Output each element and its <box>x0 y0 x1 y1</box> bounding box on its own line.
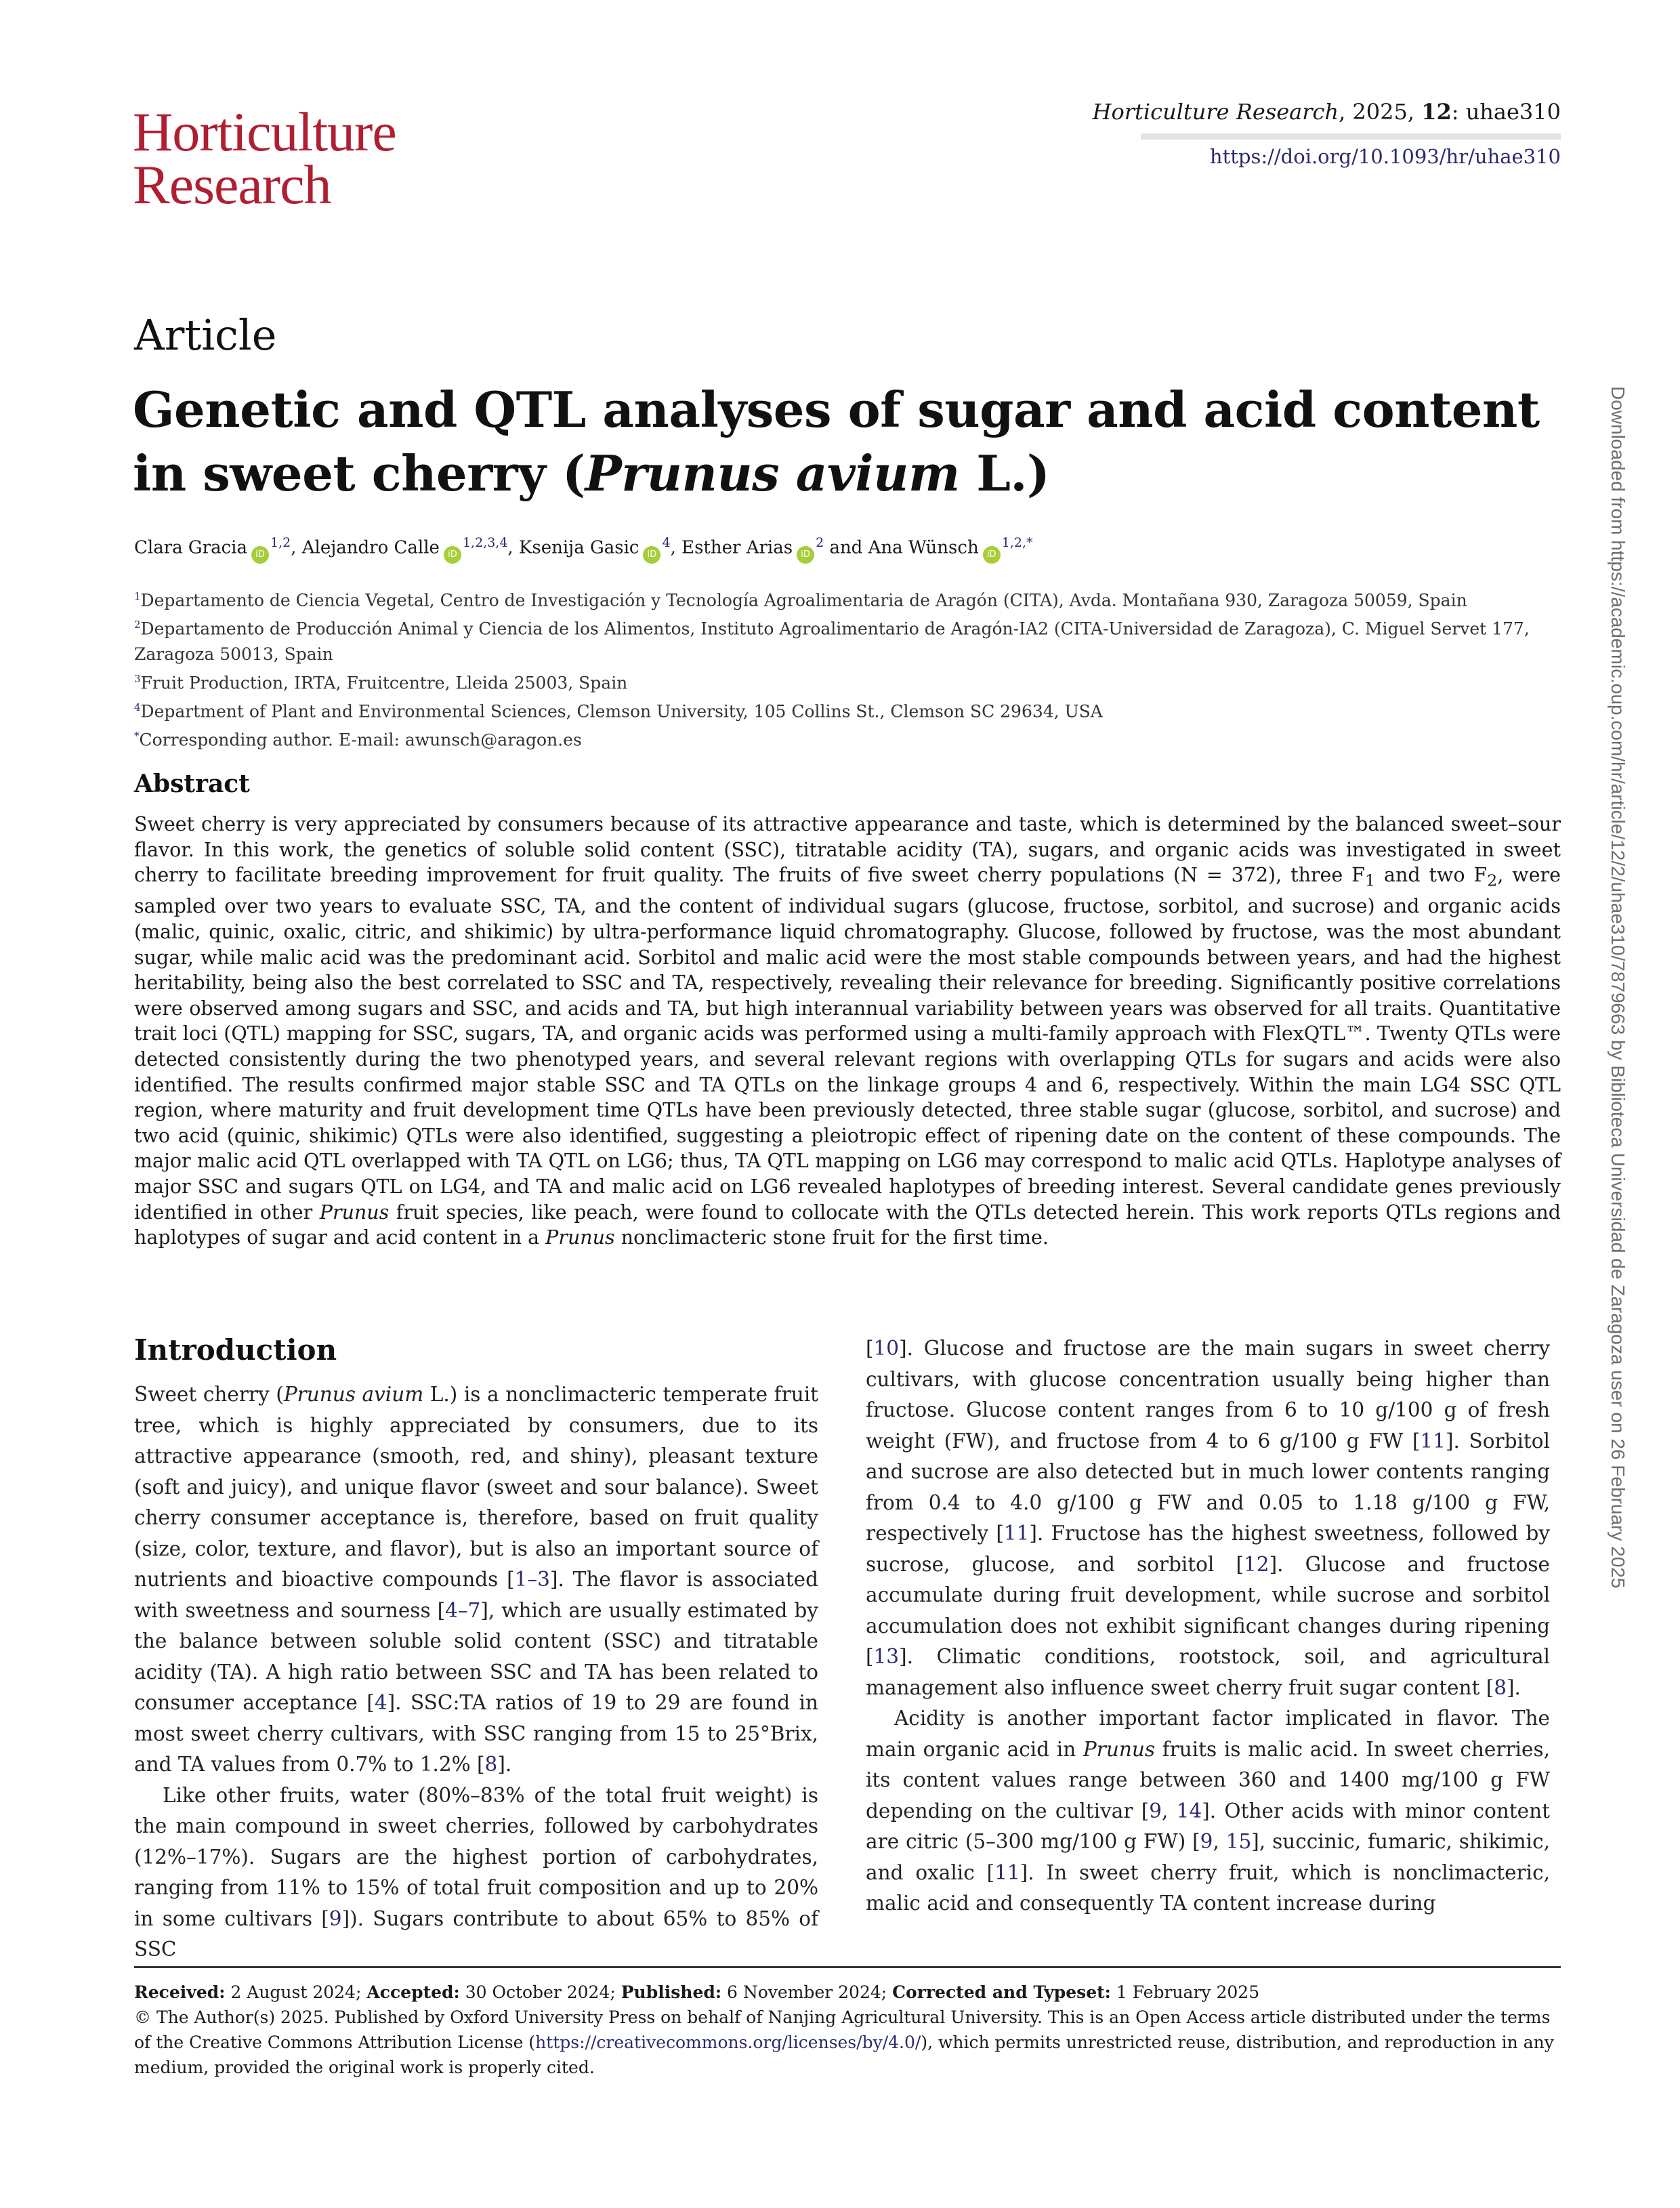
citation-link[interactable]: 11 <box>994 1860 1020 1884</box>
citation-link[interactable]: 4 <box>374 1691 387 1714</box>
introduction-heading: Introduction <box>134 1333 337 1367</box>
species-name: Prunus <box>1083 1737 1155 1761</box>
genus-name: Prunus <box>319 1201 390 1224</box>
received-date: 2 August 2024; <box>230 1982 362 2002</box>
abstract-text: fruit species, like peach, were found to collocate with the QTLs detected herein. This work reports QTLs regions and haplotypes of sugar and acid content in a <box>134 1201 1561 1249</box>
genus-name: Prunus <box>545 1226 615 1249</box>
affiliation-item <box>134 584 1563 612</box>
affiliation-item <box>134 612 1563 666</box>
species-name: Prunus avium <box>283 1383 424 1406</box>
orcid-icon[interactable]: iD <box>251 546 269 564</box>
journal-citation: Horticulture Research, 2025, 12: uhae310 <box>1092 99 1561 125</box>
citation-link[interactable]: 1–3 <box>514 1568 550 1591</box>
paragraph: Like other fruits, water (80%–83% of the total fruit weight) is the main compound in sweet cherries, followed by carbohydrates (12%–17%). Sugars are the highest portion of carbohydrates, ranging from 11% to 15% of total fruit composition and up to 20% in some cultivars [9]). Sugars contribute to about 65% to 85% of SSC <box>134 1783 818 1961</box>
logo-line-1: Horticulture <box>133 101 396 163</box>
author-conjunction: and <box>829 537 863 558</box>
doi-link[interactable]: https://doi.org/10.1093/hr/uhae310 <box>1209 145 1561 168</box>
author-affiliation-marks: 4 <box>662 535 671 550</box>
author-affiliation-marks: 1,2,* <box>1001 535 1033 550</box>
footer-rule <box>134 1966 1561 1968</box>
affiliation-mark: 4 <box>134 701 141 713</box>
citation-link[interactable]: 9 <box>1149 1799 1162 1822</box>
received-label: Received: <box>134 1982 226 2002</box>
corrected-label: Corrected and Typeset: <box>892 1982 1111 2002</box>
article-title <box>133 378 1569 505</box>
download-note-text: Downloaded from https://academic.oup.com/hr/article/12/2/uhae310/7879663 by Biblioteca Universidad de Zaragoza user on 26 February 2025 <box>1608 386 1629 1589</box>
published-label: Published: <box>621 1982 722 2002</box>
abstract-text: nonclimacteric stone fruit for the first time. <box>614 1226 1049 1249</box>
orcid-icon[interactable]: iD <box>797 546 814 564</box>
author-affiliation-marks: 1,2,3,4 <box>462 535 508 550</box>
license-link[interactable]: https://creativecommons.org/licenses/by/4.0/ <box>535 2033 921 2052</box>
affiliation-item <box>134 695 1563 724</box>
author-list: Clara Gracia iD$^{1,2}$, Alejandro Calle iD$^{1,2,3,4}$, Ksenija Gasic iD$^4$, Esther Arias iD$^2$ and Ana Wünsch iD$^{1,2,*}$ <box>134 535 1032 564</box>
affiliation-mark: 1 <box>134 590 141 602</box>
subscript: 2 <box>1487 871 1498 890</box>
accepted-label: Accepted: <box>366 1982 460 2002</box>
license-text: © The Author(s) 2025. Published by Oxford University Press on behalf of Nanjing Agricultural University. This is an Open Access article distributed under the terms of the Creative Commons Attribution License ( <box>134 2007 1551 2052</box>
title-text-end: L.) <box>959 444 1050 502</box>
author-name[interactable]: Ana Wünsch <box>868 537 979 558</box>
right-column <box>866 1333 1550 1919</box>
author-name[interactable]: Esther Arias <box>681 537 793 558</box>
abstract-heading: Abstract <box>134 770 250 798</box>
orcid-icon[interactable]: iD <box>983 546 1001 564</box>
published-date: 6 November 2024; <box>727 1982 887 2002</box>
orcid-icon[interactable]: iD <box>643 546 660 564</box>
affiliation-text: Departamento de Ciencia Vegetal, Centro de Investigación y Tecnología Agroalimentaria de Aragón (CITA), Avda. Montañana 930, Zaragoza 50059, Spain <box>140 590 1467 610</box>
abstract-text: Sweet cherry is very appreciated by consumers because of its attractive appearance and taste, which is determined by the balanced sweet–sour flavor. In this work, the genetics of soluble solid content (SSC), titratable acidity (TA), sugars, and organic acids was investigated in sweet cherry to facilitate breeding improvement for fruit quality. The fruits of five sweet cherry populations (N = 372), three F <box>134 813 1561 887</box>
affiliation-mark: 3 <box>134 672 141 685</box>
accepted-date: 30 October 2024; <box>465 1982 616 2002</box>
citation-link[interactable]: 11 <box>1420 1429 1446 1453</box>
abstract-text: , were sampled over two years to evaluate SSC, TA, and the content of individual sugars (glucose, fructose, sorbitol, and sucrose) and organic acids (malic, quinic, oxalic, citric, and shikimic) by ultra-performance liquid chromatography. Glucose, followed by fructose, was the most abundant sugar, while malic acid was the predominant acid. Sorbitol and malic acid were the most stable compounds between years, and had the highest heritability, being also the best correlated to SSC and TA, respectively, revealing their relevance for breeding. Significantly positive correlations were observed among sugars and SSC, and acids and TA, but high interannual variability between years was observed for all traits. Quantitative trait loci (QTL) mapping for SSC, sugars, TA, and organic acids was performed using a multi-family approach with FlexQTL™. Twenty QTLs were detected consistently during the two phenotyped years, and several relevant regions with overlapping QTLs for sugars and acids were also identified. The results confirmed major stable SSC and TA QTLs on the linkage groups 4 and 6, respectively. Within the main LG4 SSC QTL region, where maturity and fruit development time QTLs have been previously detected, three stable sugar (glucose, sorbitol, and sucrose) and two acid (quinic, shikimic) QTLs were also identified, suggesting a pleiotropic effect of ripening date on the content of these compounds. The major malic acid QTL overlapped with TA QTL on LG6; thus, TA QTL mapping on LG6 may correspond to malic acid QTLs. Haplotype analyses of major SSC and sugars QTL on LG4, and TA and malic acid on LG6 revealed haplotypes of breeding interest. Several candidate genes previously identified in other <box>134 864 1561 1224</box>
corresponding-author <box>134 724 1563 752</box>
citation-link[interactable]: 11 <box>1003 1522 1030 1545</box>
publication-dates <box>134 1980 1563 2005</box>
paragraph: Sweet cherry (Prunus avium L.) is a nonclimacteric temperate fruit tree, which is highly appreciated by consumers, due to its attractive appearance (smooth, red, and shiny), pleasant texture (soft and juicy), and unique flavor (sweet and sour balance). Sweet cherry consumer acceptance is, therefore, based on fruit quality (size, color, texture, and flavor), but is also an important source of nutrients and bioactive compounds [1–3]. The flavor is associated with sweetness and sourness [4–7], which are usually estimated by the balance between soluble solid content (SSC) and titratable acidity (TA). A high ratio between SSC and TA has been related to consumer acceptance [4]. SSC:TA ratios of 19 to 29 are found in most sweet cherry cultivars, with SSC ranging from 15 to 25°Brix, and TA values from 0.7% to 1.2% [8]. <box>134 1383 819 1776</box>
citation-link[interactable]: 13 <box>873 1645 900 1668</box>
citation-link[interactable]: 8 <box>1494 1675 1507 1699</box>
author-name[interactable]: Clara Gracia <box>134 537 247 558</box>
citation-link[interactable]: 9 <box>329 1907 342 1930</box>
citation-link[interactable]: 9 <box>1200 1830 1213 1853</box>
paragraph: Acidity is another important factor implicated in flavor. The main organic acid in Prunus fruits is malic acid. In sweet cherries, its content values range between 360 and 1400 mg/100 g FW depending on the cultivar [9, 14]. Other acids with minor content are citric (5–300 mg/100 g FW) [9, 15], succinic, fumaric, shikimic, and oxalic [11]. In sweet cherry fruit, which is nonclimacteric, malic acid and consequently TA content increase during <box>866 1707 1551 1915</box>
citation-link[interactable]: 8 <box>484 1753 498 1776</box>
abstract-text: and two F <box>1375 864 1488 887</box>
citation-link[interactable]: 12 <box>1244 1552 1269 1576</box>
publication-footer <box>134 1980 1563 2080</box>
citation-link[interactable]: 15 <box>1225 1830 1252 1853</box>
author-affiliation-marks: 2 <box>816 535 824 550</box>
header-rule <box>1141 133 1561 140</box>
affiliation-text: Fruit Production, IRTA, Fruitcentre, Lleida 25003, Spain <box>140 672 628 692</box>
affiliation-text: Department of Plant and Environmental Sciences, Clemson University, 105 Collins St., Clemson SC 29634, USA <box>140 701 1103 722</box>
download-watermark <box>1608 386 1629 1589</box>
citation-link[interactable]: 4–7 <box>445 1598 481 1622</box>
abstract-body <box>134 812 1561 1251</box>
affiliation-text: Departamento de Producción Animal y Ciencia de los Alimentos, Instituto Agroalimentario de Aragón-IA2 (CITA-Universidad de Zaragoza), C. Miguel Servet 177, Zaragoza 50013, Spain <box>134 619 1530 664</box>
author-affiliation-marks: 1,2 <box>270 535 291 550</box>
journal-logo <box>133 101 396 215</box>
journal-name: Horticulture Research <box>1092 99 1339 125</box>
journal-year: 2025 <box>1352 99 1408 125</box>
subscript: 1 <box>1364 871 1376 890</box>
license-text-end: ), which permits unrestricted reuse, distribution, and reproduction in any medium, provided the original work is properly cited. <box>134 2033 1554 2077</box>
affiliations <box>134 584 1563 753</box>
paragraph: [10]. Glucose and fructose are the main sugars in sweet cherry cultivars, with glucose concentration usually being higher than fructose. Glucose content ranges from 6 to 10 g/100 g of fresh weight (FW), and fructose from 4 to 6 g/100 g FW [11]. Sorbitol and sucrose are also detected but in much lower contents ranging from 0.4 to 4.0 g/100 g FW and 0.05 to 1.18 g/100 g FW, respectively [11]. Fructose has the highest sweetness, followed by sucrose, glucose, and sorbitol [12]. Glucose and fructose accumulate during fruit development, while sucrose and sorbitol accumulation does not exhibit significant changes during ripening [13]. Climatic conditions, rootstock, soil, and agricultural management also influence sweet cherry fruit sugar content [8]. <box>866 1337 1550 1699</box>
title-text: Genetic and QTL analyses of sugar and acid content in sweet cherry ( <box>133 381 1540 502</box>
author-name[interactable]: Alejandro Calle <box>301 537 440 558</box>
affiliation-mark: 2 <box>134 619 141 631</box>
logo-line-2: Research <box>133 154 331 215</box>
orcid-icon[interactable]: iD <box>444 546 461 564</box>
journal-volume: 12 <box>1421 99 1452 125</box>
article-id: uhae310 <box>1465 99 1561 125</box>
license-statement <box>134 2005 1563 2080</box>
author-name[interactable]: Ksenija Gasic <box>518 537 639 558</box>
affiliation-item <box>134 667 1563 695</box>
article-type: Article <box>134 310 277 360</box>
citation-link[interactable]: 10 <box>873 1337 900 1360</box>
citation-link[interactable]: 14 <box>1176 1799 1202 1822</box>
title-species: Prunus avium <box>585 444 960 502</box>
corresponding-author-text: Corresponding author. E-mail: awunsch@aragon.es <box>139 730 582 750</box>
left-column <box>134 1379 818 1965</box>
affiliation-mark: * <box>134 730 140 743</box>
corrected-date: 1 February 2025 <box>1116 1982 1260 2002</box>
